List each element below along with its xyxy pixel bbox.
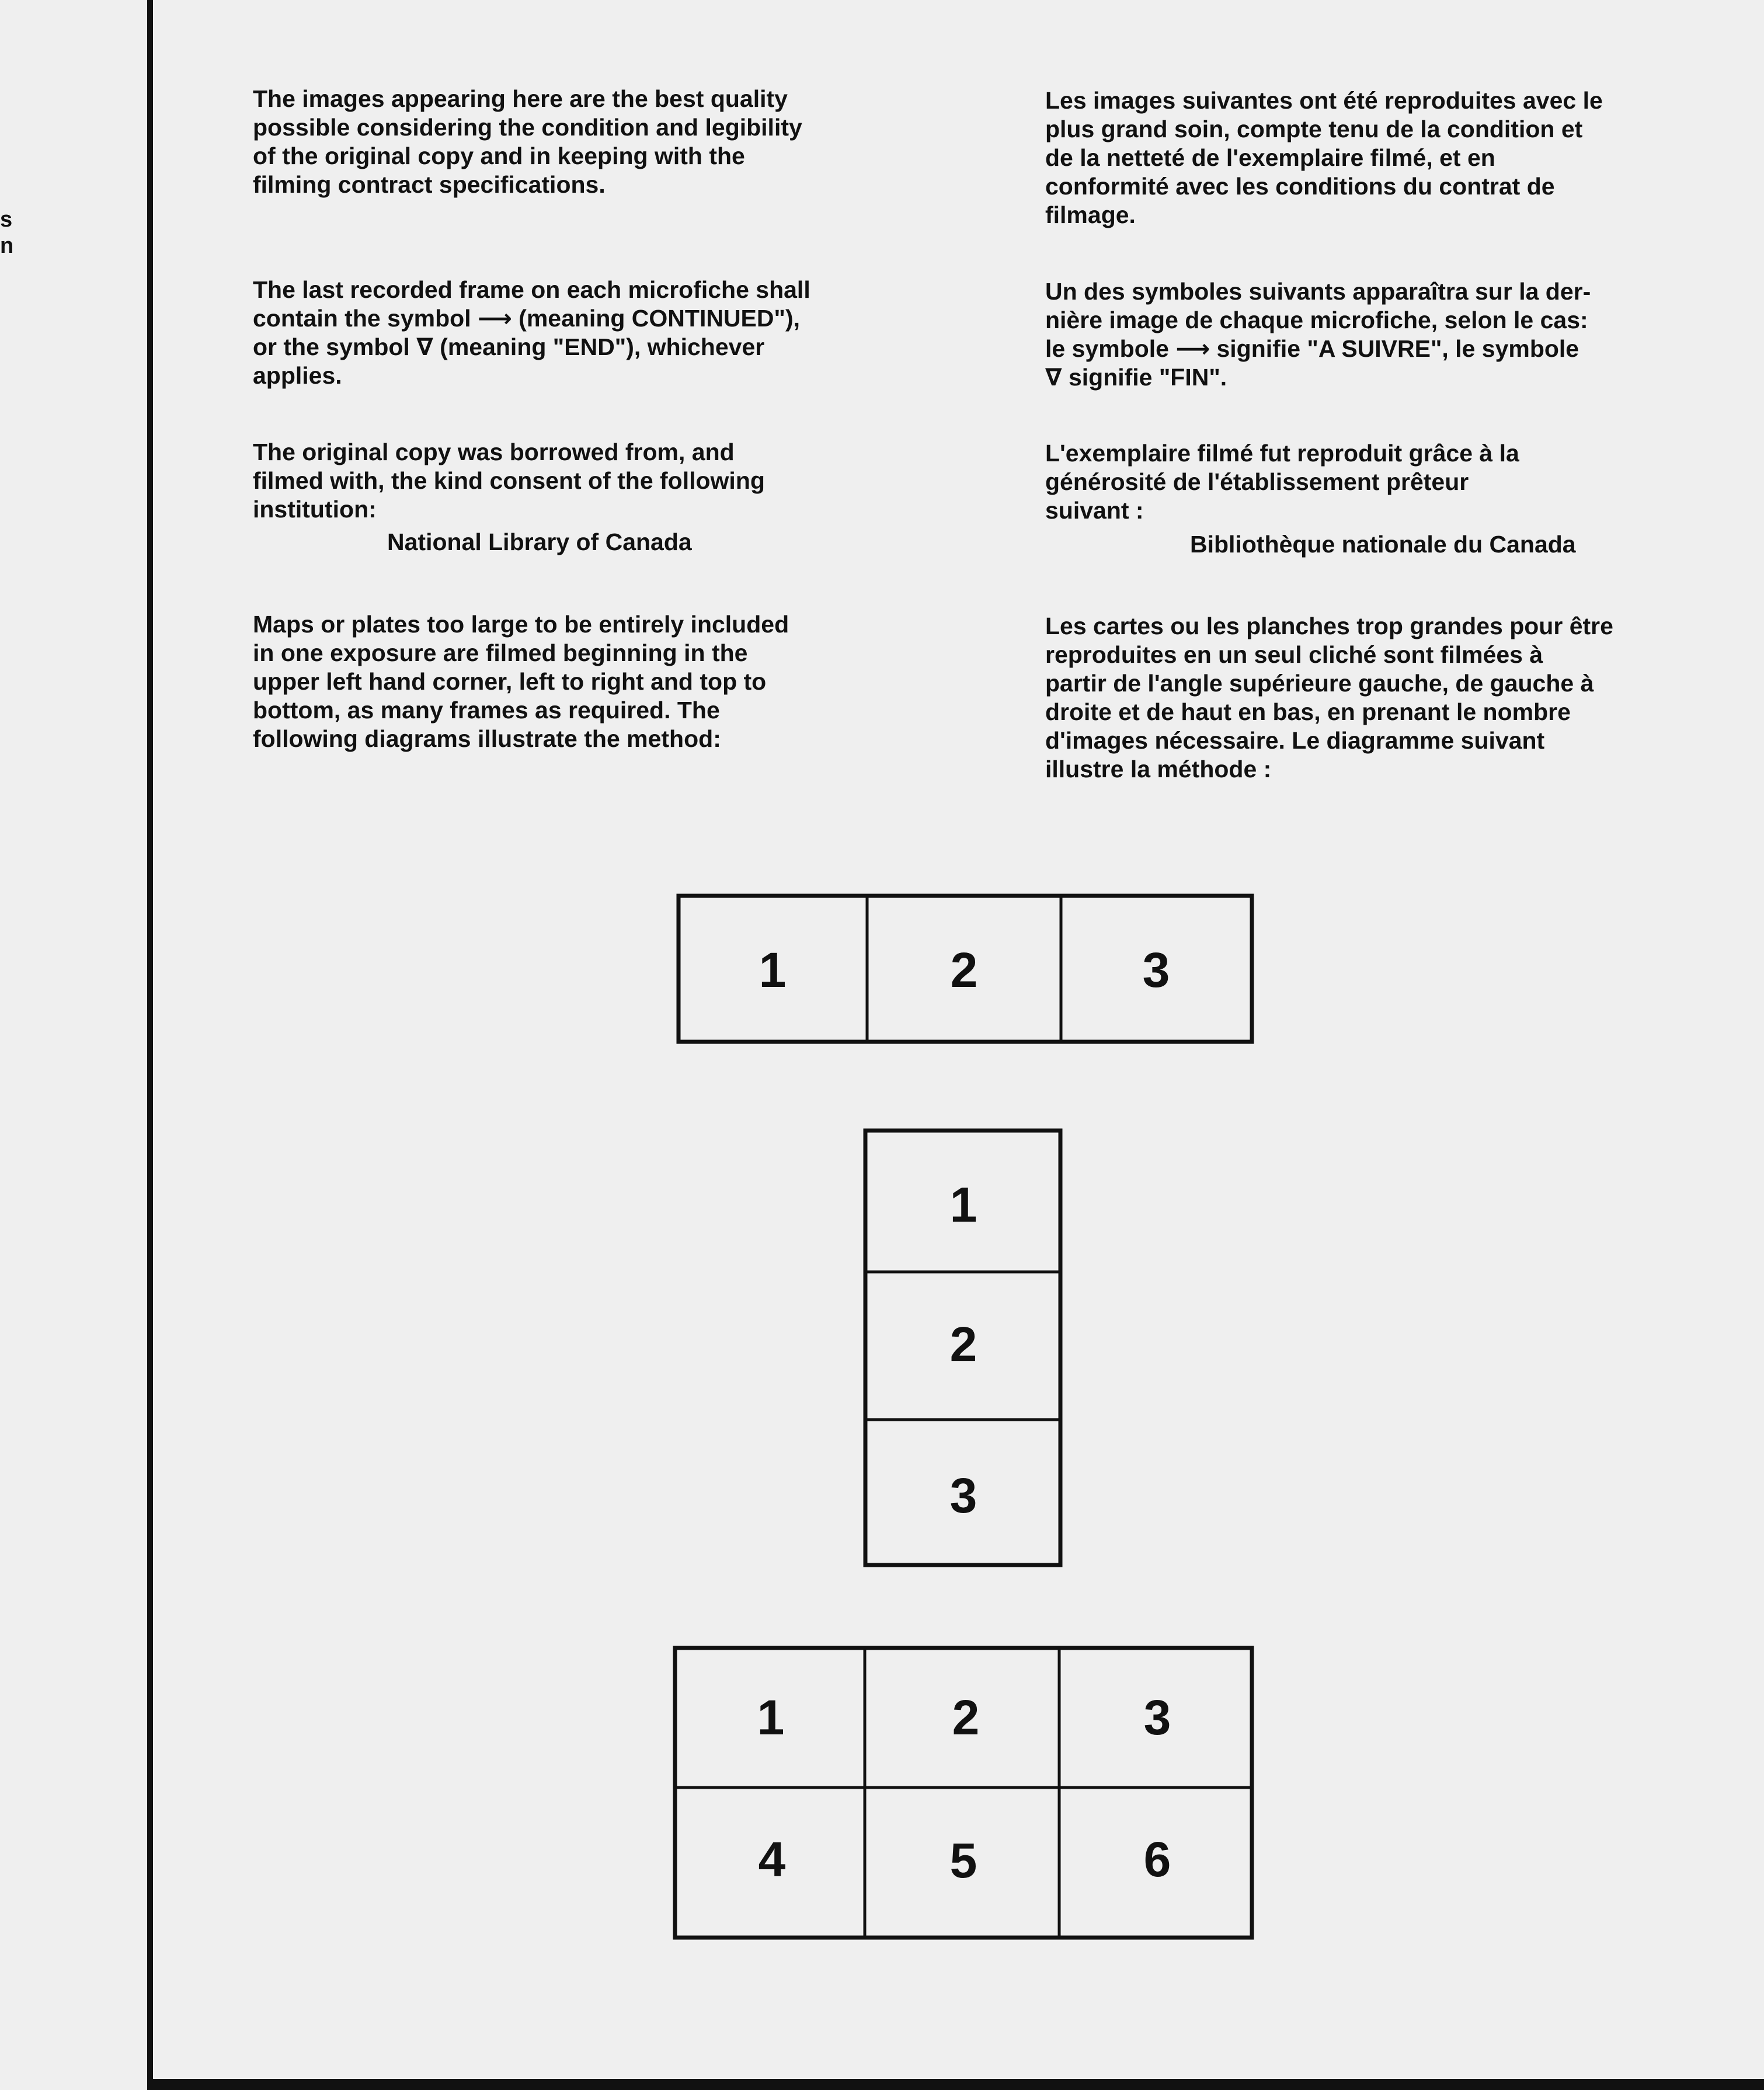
diagram-grid-cell-6: 6 xyxy=(1143,1832,1171,1887)
diagram-vertical-cell-1: 1 xyxy=(949,1177,977,1232)
english-institution-paragraph: The original copy was borrowed from, and filmed with, the kind consent of the following institution: xyxy=(253,439,765,523)
french-institution-name: Bibliothèque nationale du Canada xyxy=(1190,531,1576,558)
margin-fragment-2: n xyxy=(0,234,14,258)
diagram-vertical-cell-3: 3 xyxy=(949,1468,977,1523)
diagram-grid xyxy=(673,1646,1254,1940)
bottom-border-bar xyxy=(147,2079,1764,2090)
english-maps-paragraph: Maps or plates too large to be entirely included in one exposure are filmed beginning in the upper left hand corner, left to right and top to bottom, as many frames as required. The following diagrams illustrate the method: xyxy=(253,611,789,752)
diagram-grid-cell-3: 3 xyxy=(1143,1690,1171,1745)
diagram-vertical-cell-2: 2 xyxy=(949,1317,977,1372)
french-symbol-paragraph: Un des symboles suivants apparaîtra sur la der- nière image de chaque microfiche, selon le cas: le symbole ⟶ signifie "A SUIVRE", le symbole ∇ signifie "FIN". xyxy=(1045,278,1591,391)
french-institution-paragraph: L'exemplaire filmé fut reproduit grâce à la générosité de l'établissement prêteur suivant : xyxy=(1045,440,1519,524)
english-symbol-paragraph: The last recorded frame on each microfiche shall contain the symbol ⟶ (meaning CONTINUED"), or the symbol ∇ (meaning "END"), whichever applies. xyxy=(253,276,810,389)
diagram-horizontal-cell-1: 1 xyxy=(759,943,787,997)
diagram-grid-cell-4: 4 xyxy=(758,1832,786,1887)
english-quality-paragraph: The images appearing here are the best quality possible considering the condition and legibility of the original copy and in keeping with the filming contract specifications. xyxy=(253,85,802,198)
diagram-grid-cell-1: 1 xyxy=(757,1690,785,1745)
diagram-grid-cell-5: 5 xyxy=(949,1833,977,1888)
french-maps-paragraph: Les cartes ou les planches trop grandes pour être reproduites en un seul cliché sont filmées à partir de l'angle supérieure gauche, de gauche à droite et de haut en bas, en prenant le nombre d'images nécessaire. Le diagramme suivant illustre la méthode : xyxy=(1045,613,1613,783)
diagram-vertical xyxy=(863,1128,1063,1567)
diagram-horizontal-cell-3: 3 xyxy=(1142,943,1170,997)
english-institution-name: National Library of Canada xyxy=(387,528,692,555)
left-border-bar xyxy=(147,0,153,2090)
margin-fragment-1: s xyxy=(0,207,13,232)
diagram-horizontal-cell-2: 2 xyxy=(950,943,978,997)
diagram-grid-cell-2: 2 xyxy=(952,1690,980,1745)
diagram-horizontal xyxy=(676,893,1254,1044)
french-quality-paragraph: Les images suivantes ont été reproduites avec le plus grand soin, compte tenu de la condition et de la netteté de l'exemplaire filmé, et en conformité avec les conditions du contrat de filmage. xyxy=(1045,87,1603,228)
